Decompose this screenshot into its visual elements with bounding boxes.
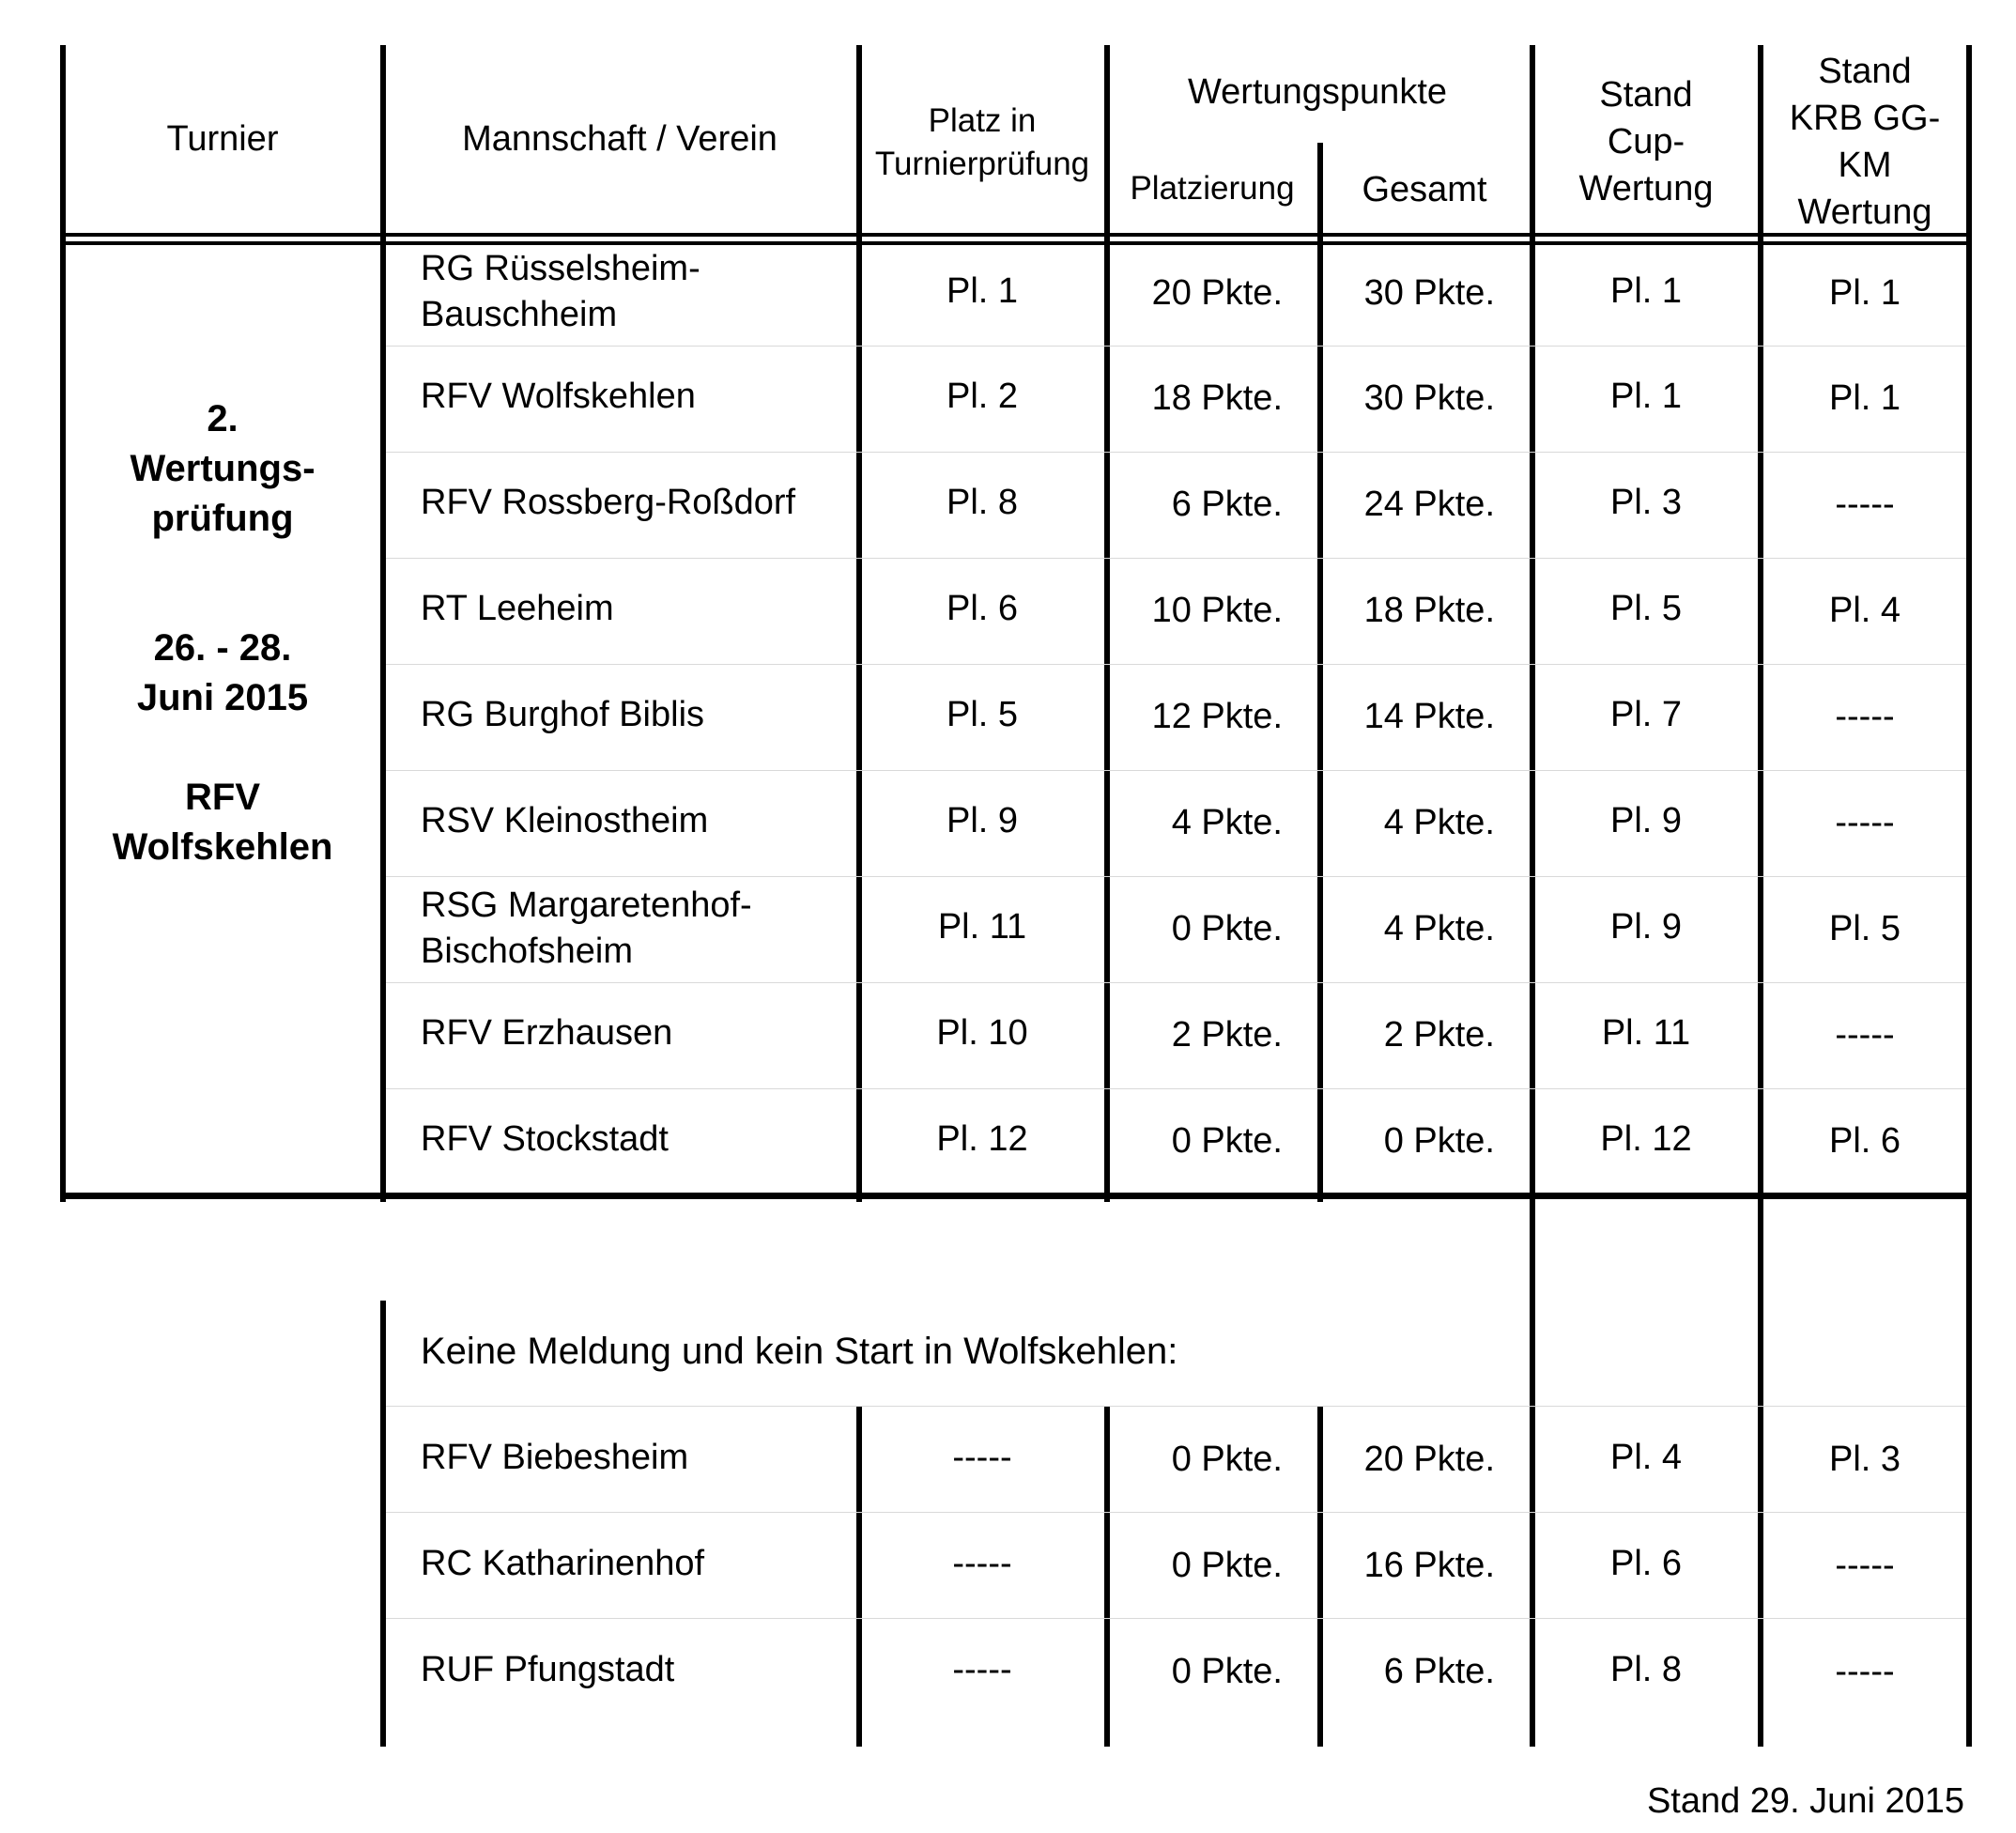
team-name: RFV Biebesheim (421, 1438, 689, 1477)
team-name-line1: RSG Margaretenhof- (421, 886, 752, 925)
cup-cell: Pl. 5 (1609, 589, 1683, 628)
tournament-line3: prüfung (151, 498, 294, 539)
team-name: RUF Pfungstadt (421, 1650, 675, 1689)
row-divider (386, 558, 1966, 559)
team-name: RG Burghof Biblis (421, 695, 705, 734)
krb-cell: ----- (1835, 1015, 1895, 1055)
header-cup-line3: Wertung (1578, 169, 1714, 208)
team-name: RFV Stockstadt (421, 1119, 669, 1159)
cup-cell: Pl. 12 (1600, 1119, 1692, 1159)
team-name (421, 246, 700, 338)
header-wertungspunkte: Wertungspunkte (1187, 72, 1448, 112)
header-mannschaft: Mannschaft / Verein (462, 119, 777, 159)
gesamt-cell: 0 Pkte. (1383, 1121, 1495, 1161)
cup-cell: Pl. 1 (1609, 377, 1683, 416)
grid-line (1317, 1406, 1323, 1747)
cup-cell: Pl. 4 (1609, 1438, 1683, 1477)
row-divider (386, 1088, 1966, 1089)
gesamt-cell: 2 Pkte. (1383, 1015, 1495, 1055)
krb-cell: ----- (1835, 1546, 1895, 1585)
tournament-date-line1: 26. - 28. (153, 627, 292, 669)
header-krb-line3: KM (1838, 146, 1892, 185)
grid-line (60, 241, 1972, 245)
gesamt-cell: 30 Pkte. (1363, 378, 1495, 418)
header-krb-line1: Stand (1818, 52, 1912, 91)
platzierung-cell: 18 Pkte. (1151, 378, 1283, 418)
cup-cell: Pl. 9 (1609, 801, 1683, 840)
team-name-line2: Bauschheim (421, 295, 618, 334)
grid-line (60, 1193, 1972, 1199)
stand-date: Stand 29. Juni 2015 (1646, 1781, 1964, 1821)
platzierung-cell: 0 Pkte. (1171, 909, 1283, 948)
gesamt-cell: 24 Pkte. (1363, 485, 1495, 524)
team-name: RFV Rossberg-Roßdorf (421, 483, 796, 522)
gesamt-cell: 16 Pkte. (1363, 1546, 1495, 1585)
platzierung-cell: 12 Pkte. (1151, 697, 1283, 736)
row-divider (386, 452, 1966, 453)
no-entry-label: Keine Meldung und kein Start in Wolfskehlen: (421, 1331, 1178, 1372)
row-divider (386, 1618, 1966, 1619)
platzierung-cell: 0 Pkte. (1171, 1652, 1283, 1691)
header-cup-line1: Stand (1599, 75, 1693, 115)
header-krb (1790, 48, 1940, 236)
cup-cell: Pl. 9 (1609, 907, 1683, 947)
krb-cell: ----- (1835, 697, 1895, 736)
row-divider (386, 664, 1966, 665)
header-platzierung: Platzierung (1130, 170, 1295, 207)
tournament-line1: 2. (207, 398, 239, 439)
grid-line (1758, 45, 1763, 1747)
platz-cell: Pl. 10 (936, 1013, 1028, 1053)
krb-cell: Pl. 1 (1828, 273, 1901, 313)
grid-line (1530, 45, 1535, 1747)
krb-cell: ----- (1835, 803, 1895, 842)
platzierung-cell: 0 Pkte. (1171, 1546, 1283, 1585)
row-divider (386, 876, 1966, 877)
header-krb-line2: KRB GG- (1789, 99, 1941, 138)
gesamt-cell: 4 Pkte. (1383, 909, 1495, 948)
team-name: RFV Wolfskehlen (421, 377, 696, 416)
header-platz-line2: Turnierprüfung (874, 146, 1090, 182)
row-divider (386, 346, 1966, 347)
platz-cell: Pl. 1 (946, 271, 1019, 311)
platzierung-cell: 4 Pkte. (1171, 803, 1283, 842)
header-gesamt: Gesamt (1362, 170, 1487, 209)
team-name: RSV Kleinostheim (421, 801, 709, 840)
grid-line (60, 233, 1972, 237)
krb-cell: Pl. 1 (1828, 378, 1901, 418)
header-platz-line1: Platz in (928, 102, 1037, 139)
platz-cell: Pl. 9 (946, 801, 1019, 840)
krb-cell: Pl. 3 (1828, 1440, 1901, 1479)
grid-line (1317, 143, 1323, 1202)
gesamt-cell: 14 Pkte. (1363, 697, 1495, 736)
krb-cell: ----- (1835, 1652, 1895, 1691)
platz-cell: Pl. 12 (936, 1119, 1028, 1159)
grid-line (1104, 45, 1110, 1202)
team-name (421, 883, 752, 975)
grid-line (380, 1301, 386, 1747)
row-divider (386, 982, 1966, 983)
platz-cell: ----- (952, 1650, 1012, 1689)
team-name: RFV Erzhausen (421, 1013, 673, 1053)
gesamt-cell: 30 Pkte. (1363, 273, 1495, 313)
platz-cell: Pl. 5 (946, 695, 1019, 734)
gesamt-cell: 20 Pkte. (1363, 1440, 1495, 1479)
grid-line (856, 1406, 862, 1747)
row-divider (386, 1406, 1966, 1407)
tournament-venue-line2: Wolfskehlen (112, 826, 333, 868)
platz-cell: Pl. 6 (946, 589, 1019, 628)
team-name-line1: RG Rüsselsheim- (421, 249, 700, 288)
tournament-cell (66, 394, 379, 872)
tournament-date-line2: Juni 2015 (136, 677, 309, 718)
platzierung-cell: 0 Pkte. (1171, 1440, 1283, 1479)
header-cup-line2: Cup- (1607, 122, 1685, 162)
platzierung-cell: 20 Pkte. (1151, 273, 1283, 313)
tournament-line2: Wertungs- (130, 448, 315, 489)
cup-cell: Pl. 1 (1609, 271, 1683, 311)
row-divider (386, 1512, 1966, 1513)
team-name: RC Katharinenhof (421, 1544, 705, 1583)
platzierung-cell: 6 Pkte. (1171, 485, 1283, 524)
tournament-venue-line1: RFV (185, 777, 260, 818)
platzierung-cell: 2 Pkte. (1171, 1015, 1283, 1055)
team-name-line2: Bischofsheim (421, 932, 633, 971)
gesamt-cell: 4 Pkte. (1383, 803, 1495, 842)
grid-line (1104, 1406, 1110, 1747)
row-divider (386, 770, 1966, 771)
team-name: RT Leeheim (421, 589, 614, 628)
cup-cell: Pl. 11 (1601, 1013, 1691, 1053)
platz-cell: Pl. 2 (946, 377, 1019, 416)
platz-cell: ----- (952, 1438, 1012, 1477)
gesamt-cell: 6 Pkte. (1383, 1652, 1495, 1691)
cup-cell: Pl. 7 (1609, 695, 1683, 734)
platz-cell: Pl. 8 (946, 483, 1019, 522)
krb-cell: Pl. 4 (1828, 591, 1901, 630)
platzierung-cell: 0 Pkte. (1171, 1121, 1283, 1161)
header-krb-line4: Wertung (1797, 193, 1932, 232)
grid-line (380, 45, 386, 1202)
header-turnier: Turnier (166, 119, 279, 159)
platz-cell: ----- (952, 1544, 1012, 1583)
header-cup (1579, 71, 1714, 212)
cup-cell: Pl. 6 (1609, 1544, 1683, 1583)
cup-cell: Pl. 3 (1609, 483, 1683, 522)
platz-cell: Pl. 11 (937, 907, 1027, 947)
header-platz (875, 100, 1089, 186)
grid-line (1966, 45, 1972, 1747)
krb-cell: Pl. 5 (1828, 909, 1901, 948)
gesamt-cell: 18 Pkte. (1363, 591, 1495, 630)
platzierung-cell: 10 Pkte. (1151, 591, 1283, 630)
krb-cell: Pl. 6 (1828, 1121, 1901, 1161)
grid-line (856, 45, 862, 1202)
krb-cell: ----- (1835, 485, 1895, 524)
cup-cell: Pl. 8 (1609, 1650, 1683, 1689)
